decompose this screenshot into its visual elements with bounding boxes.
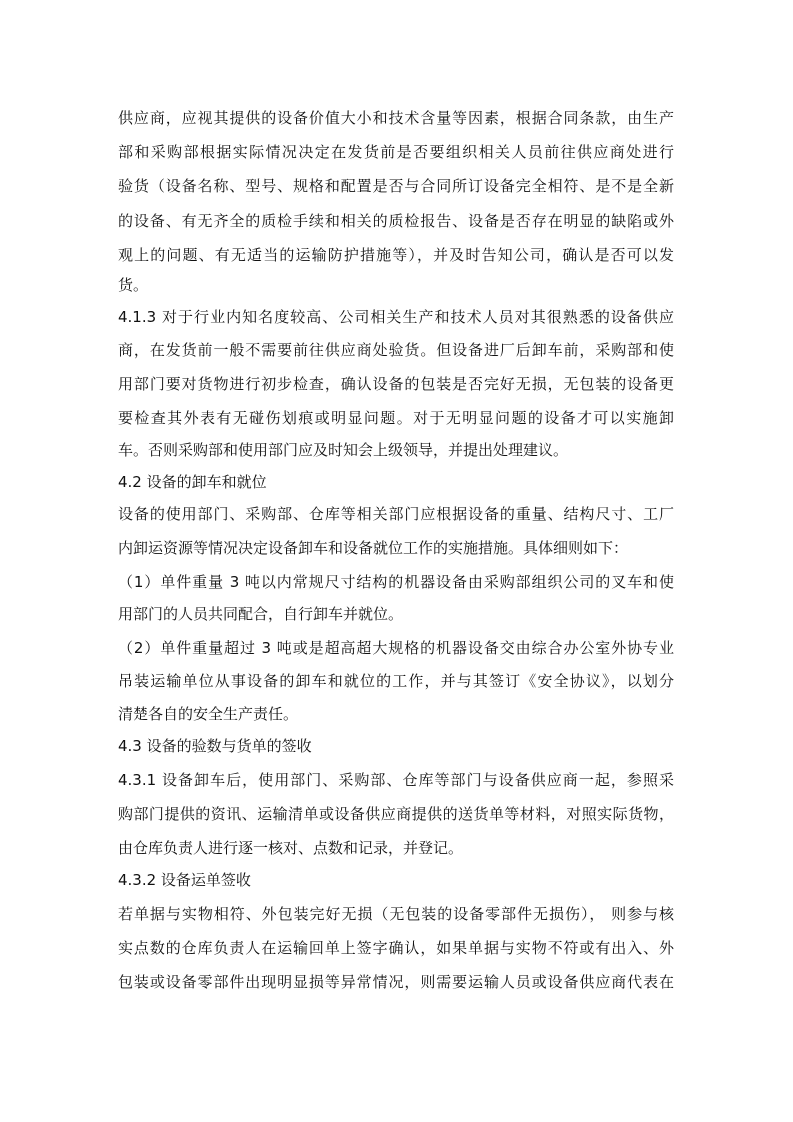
body-line: 购部门提供的资讯、运输清单或设备供应商提供的送货单等材料，对照实际货物， — [118, 805, 674, 823]
body-line: 内卸运资源等情况决定设备卸车和设备就位工作的实施措施。具体细则如下： — [118, 539, 629, 557]
body-line: 商，在发货前一般不需要前往供应商处验货。但设备进厂后卸车前，采购部和使 — [118, 341, 674, 359]
body-line: 用部门的人员共同配合，自行卸车并就位。 — [118, 605, 404, 623]
body-line: 货。 — [118, 276, 149, 294]
body-line: 吊装运输单位从事设备的卸车和就位的工作，并与其签订《安全协议》，以划分 — [118, 672, 674, 690]
body-line: 包装或设备零部件出现明显损等异常情况，则需要运输人员或设备供应商代表在 — [118, 973, 674, 991]
list-item-1-line: （1）单件重量 3 吨以内常规尺寸结构的机器设备由采购部组织公司的叉车和使 — [118, 573, 674, 591]
section-4-1-3-line: 4.1.3 对于行业内知名度较高、公司相关生产和技术人员对其很熟悉的设备供应 — [118, 308, 674, 326]
body-line: 部和采购部根据实际情况决定在发货前是否要组织相关人员前往供应商处进行 — [118, 143, 674, 161]
body-line: 供应商，应视其提供的设备价值大小和技术含量等因素，根据合同条款，由生产 — [118, 109, 674, 127]
body-line: 实点数的仓库负责人在运输回单上签字确认，如果单据与实物不符或有出入、外 — [118, 939, 674, 957]
body-line: 用部门要对货物进行初步检查，确认设备的包装是否完好无损，无包装的设备更 — [118, 375, 674, 393]
body-line: 观上的问题、有无适当的运输防护措施等），并及时告知公司，确认是否可以发 — [118, 246, 674, 264]
section-heading-4-3: 4.3 设备的验数与货单的签收 — [118, 737, 312, 755]
body-line: 的设备、有无齐全的质检手续和相关的质检报告、设备是否存在明显的缺陷或外 — [118, 212, 674, 230]
body-line: 车。否则采购部和使用部门应及时知会上级领导，并提出处理建议。 — [118, 441, 569, 459]
body-line: 设备的使用部门、采购部、仓库等相关部门应根据设备的重量、结构尺寸、工厂 — [118, 505, 674, 523]
section-heading-4-3-2: 4.3.2 设备运单签收 — [118, 871, 251, 889]
list-item-2-line: （2）单件重量超过 3 吨或是超高超大规格的机器设备交由综合办公室外协专业 — [118, 639, 674, 657]
section-4-3-1-line: 4.3.1 设备卸车后，使用部门、采购部、仓库等部门与设备供应商一起，参照采 — [118, 771, 674, 789]
body-line: 清楚各自的安全生产责任。 — [118, 705, 299, 723]
body-line: 验货（设备名称、型号、规格和配置是否与合同所订设备完全相符、是不是全新 — [118, 177, 674, 195]
section-heading-4-2: 4.2 设备的卸车和就位 — [118, 473, 267, 491]
body-line: 若单据与实物相符、外包装完好无损（无包装的设备零部件无损伤）， 则参与核 — [118, 905, 674, 923]
body-line: 由仓库负责人进行逐一核对、点数和记录，并登记。 — [118, 839, 464, 857]
body-line: 要检查其外表有无碰伤划痕或明显问题。对于无明显问题的设备才可以实施卸 — [118, 409, 674, 427]
